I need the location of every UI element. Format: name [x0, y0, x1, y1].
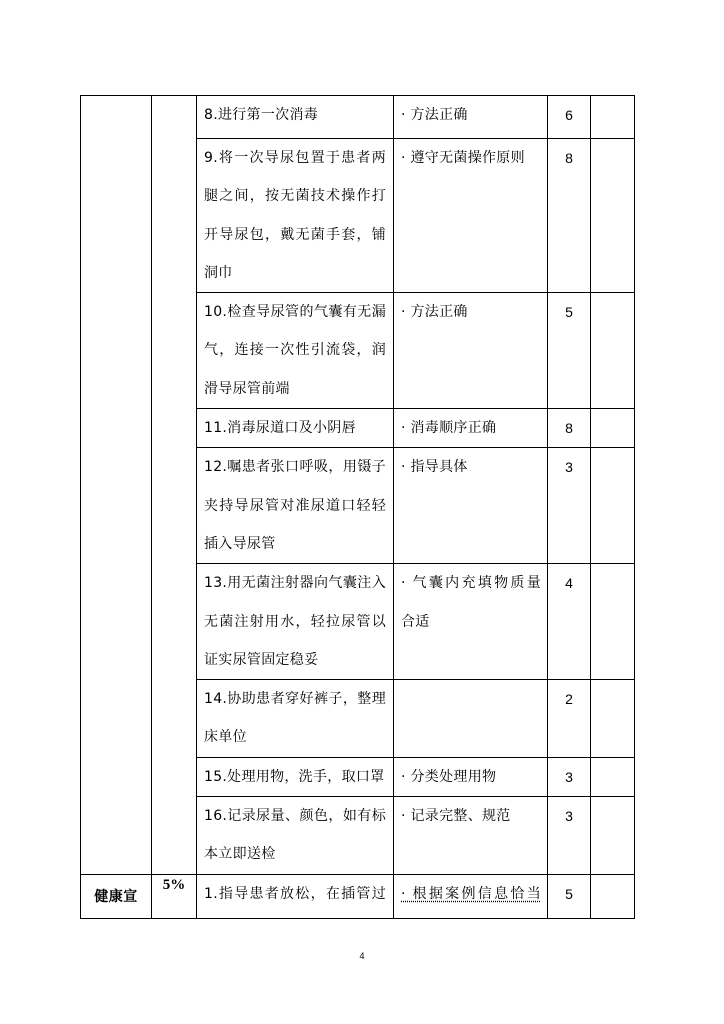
- criteria-cell: [394, 680, 548, 758]
- criteria-text-line: · 根据案例信息恰当: [401, 885, 541, 902]
- step-text-line: 9.将一次导尿包置于患者两: [204, 150, 386, 166]
- deduction-cell: [591, 757, 635, 796]
- step-text-line: 腿之间，按无菌技术操作打: [204, 188, 386, 205]
- step-text-line: 夹持导尿管对准尿道口轻轻: [204, 497, 386, 514]
- deduction-cell: [591, 448, 635, 564]
- step-text-line: 1.指导患者放松，在插管过: [204, 885, 386, 902]
- score-cell: [548, 680, 591, 758]
- score-cell: [548, 757, 591, 796]
- step-text-line: 10.检查导尿管的气囊有无漏: [204, 304, 386, 321]
- criteria-text-line: · 记录完整、规范: [401, 808, 511, 825]
- scoring-table: [80, 95, 635, 919]
- criteria-text-line: · 分类处理用物: [401, 768, 497, 785]
- criteria-cell: [394, 448, 548, 564]
- criteria-text-line: · 方法正确: [401, 107, 468, 123]
- score-value: 8: [565, 150, 573, 166]
- criteria-text-line: · 气囊内充填物质量: [401, 575, 541, 592]
- step-cell: [197, 797, 394, 875]
- score-value: 3: [565, 808, 573, 825]
- criteria-text-line: · 消毒顺序正确: [401, 420, 497, 437]
- step-text-line: 本立即送检: [204, 846, 276, 863]
- score-value: 6: [565, 107, 573, 123]
- deduction-cell: [591, 96, 635, 139]
- criteria-text-line: 合适: [401, 613, 430, 630]
- criteria-cell: [394, 409, 548, 448]
- score-value: 8: [565, 420, 573, 437]
- score-cell: [548, 409, 591, 448]
- score-cell: [548, 448, 591, 564]
- step-text-line: 14.协助患者穿好裤子，整理: [204, 691, 386, 708]
- table-row: [81, 874, 635, 918]
- step-text-line: 16.记录尿量、颜色，如有标: [204, 808, 386, 825]
- criteria-cell: [394, 874, 548, 918]
- step-text-line: 开导尿包，戴无菌手套，铺: [204, 226, 386, 243]
- step-text-line: 11.消毒尿道口及小阴唇: [204, 420, 356, 437]
- score-value: 4: [565, 575, 573, 592]
- criteria-cell: [394, 564, 548, 680]
- criteria-cell: [394, 96, 548, 139]
- deduction-cell: [591, 797, 635, 875]
- score-cell: [548, 293, 591, 409]
- deduction-cell: [591, 874, 635, 918]
- criteria-text-line: · 方法正确: [401, 304, 468, 321]
- deduction-cell: [591, 293, 635, 409]
- score-value: 3: [565, 768, 573, 785]
- page-number: 4: [359, 951, 365, 961]
- score-cell: [548, 96, 591, 139]
- weight-value: 5%: [152, 874, 197, 918]
- step-cell: [197, 680, 394, 758]
- step-cell: [197, 139, 394, 293]
- score-cell: [548, 139, 591, 293]
- score-value: 3: [565, 459, 573, 476]
- step-cell: [197, 96, 394, 139]
- criteria-cell: [394, 797, 548, 875]
- step-text-line: 无菌注射用水，轻拉尿管以: [204, 613, 386, 630]
- step-text-line: 气，连接一次性引流袋，润: [204, 342, 386, 359]
- step-cell: [197, 874, 394, 918]
- criteria-cell: [394, 757, 548, 796]
- score-value: 2: [565, 691, 573, 708]
- score-cell: [548, 564, 591, 680]
- score-cell: [548, 797, 591, 875]
- step-cell: [197, 564, 394, 680]
- step-text-line: 8.进行第一次消毒: [204, 107, 319, 123]
- category-label: 健康宣: [81, 874, 152, 918]
- step-text-line: 15.处理用物，洗手，取口罩: [204, 768, 385, 785]
- deduction-cell: [591, 139, 635, 293]
- deduction-cell: [591, 564, 635, 680]
- score-cell: [548, 874, 591, 918]
- step-text-line: 证实尿管固定稳妥: [204, 651, 319, 668]
- step-text-line: 12.嘱患者张口呼吸，用镊子: [204, 459, 386, 476]
- criteria-text-line: · 遵守无菌操作原则: [401, 150, 525, 166]
- deduction-cell: [591, 680, 635, 758]
- step-text-line: 13.用无菌注射器向气囊注入: [204, 575, 386, 592]
- step-text-line: 滑导尿管前端: [204, 380, 290, 397]
- step-text-line: 洞巾: [204, 264, 233, 281]
- weight-cell: [152, 96, 197, 875]
- step-cell: [197, 448, 394, 564]
- deduction-cell: [591, 409, 635, 448]
- score-value: 5: [565, 885, 573, 902]
- criteria-text-line: · 指导具体: [401, 459, 468, 476]
- step-cell: [197, 757, 394, 796]
- table-row: [81, 96, 635, 139]
- step-cell: [197, 293, 394, 409]
- step-text-line: 插入导尿管: [204, 535, 276, 552]
- criteria-cell: [394, 293, 548, 409]
- step-cell: [197, 409, 394, 448]
- category-cell: [81, 96, 152, 875]
- criteria-cell: [394, 139, 548, 293]
- score-value: 5: [565, 304, 573, 321]
- step-text-line: 床单位: [204, 729, 247, 746]
